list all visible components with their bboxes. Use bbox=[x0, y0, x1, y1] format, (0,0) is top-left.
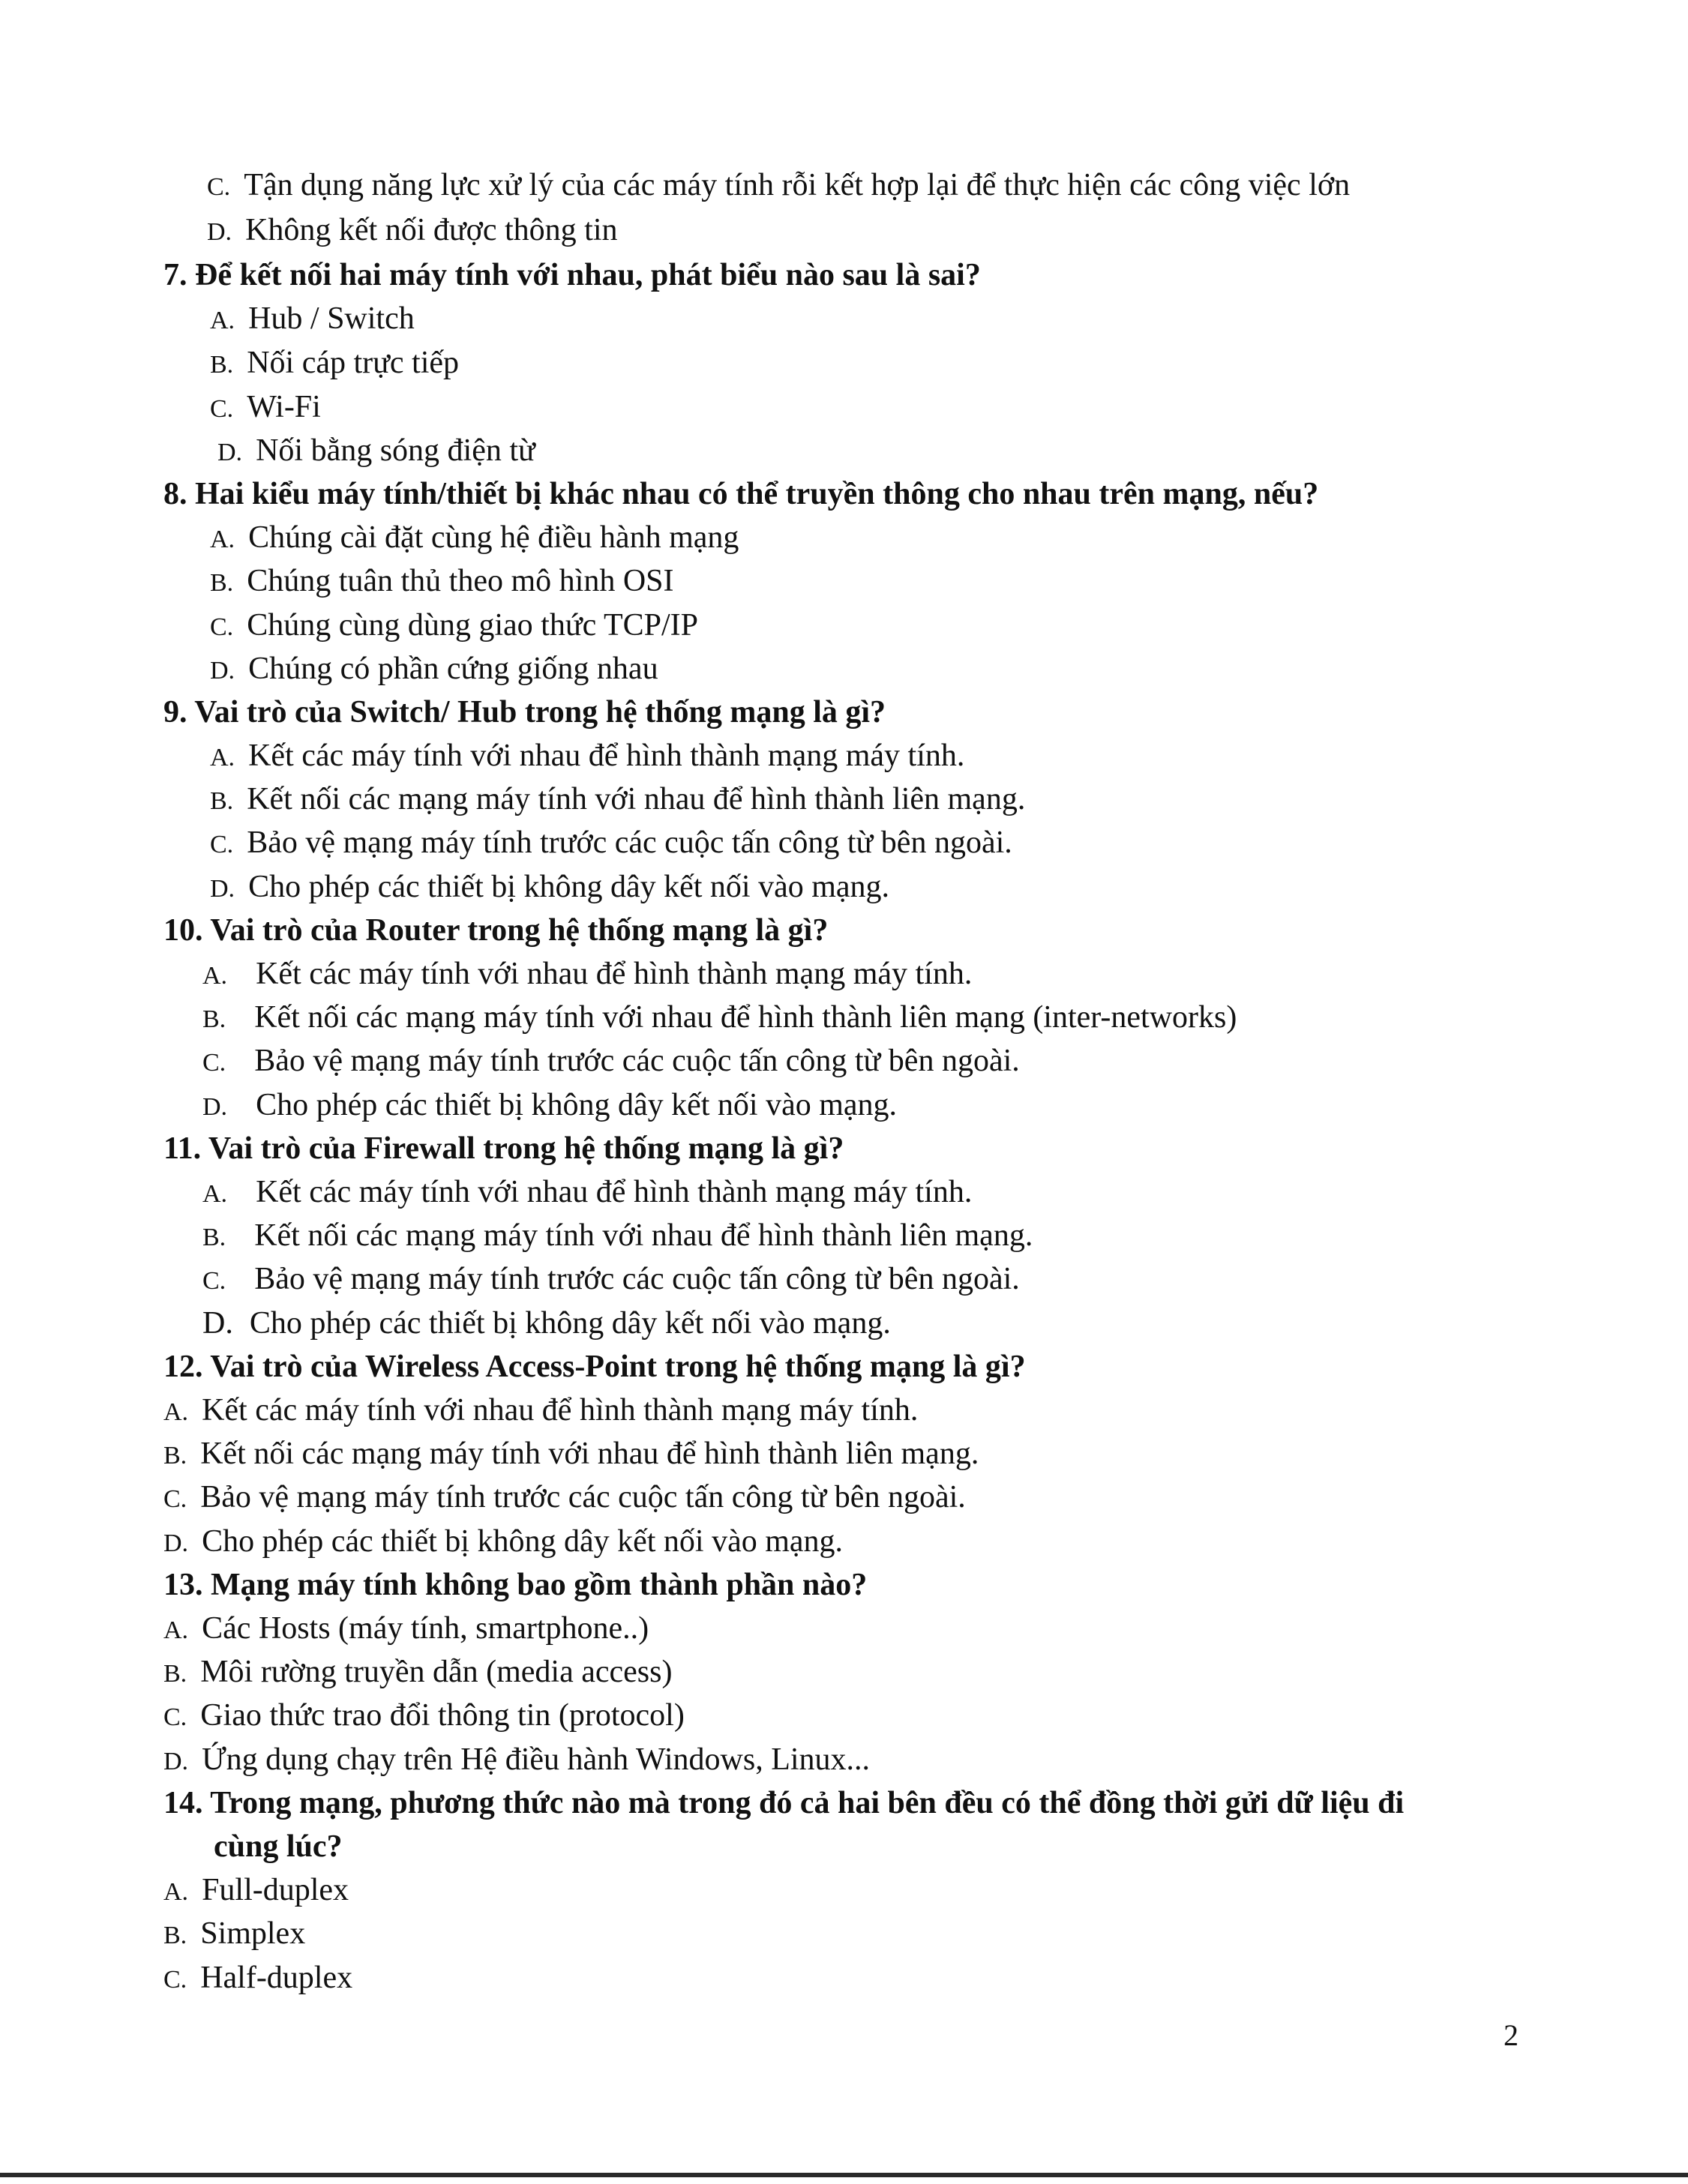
option-9d: D. Cho phép các thiết bị không dây kết nối vào mạng. bbox=[210, 870, 890, 904]
bottom-divider bbox=[0, 2173, 1688, 2177]
option-12b: B. Kết nối các mạng máy tính với nhau để hình thành liên mạng. bbox=[163, 1437, 979, 1471]
question-9-title: 9. Vai trò của Switch/ Hub trong hệ thống mạng là gì? bbox=[163, 695, 886, 729]
option-9a: A. Kết các máy tính với nhau để hình thành mạng máy tính. bbox=[210, 738, 965, 773]
option-11a: A. Kết các máy tính với nhau để hình thành mạng máy tính. bbox=[202, 1175, 973, 1209]
option-7d: D. Nối bằng sóng điện từ bbox=[217, 433, 535, 468]
page-number: 2 bbox=[1504, 2018, 1519, 2052]
option-13b: B. Môi rường truyền dẫn (media access) bbox=[163, 1655, 673, 1689]
option-10b: B. Kết nối các mạng máy tính với nhau để hình thành liên mạng (inter-networks) bbox=[202, 1000, 1237, 1035]
question-7-title: 7. Để kết nối hai máy tính với nhau, phát biểu nào sau là sai? bbox=[163, 258, 981, 292]
option-10c: C. Bảo vệ mạng máy tính trước các cuộc tấn công từ bên ngoài. bbox=[202, 1044, 1020, 1078]
option-8d: D. Chúng có phần cứng giống nhau bbox=[210, 652, 658, 686]
option-11d: D. Cho phép các thiết bị không dây kết nối vào mạng. bbox=[202, 1306, 891, 1341]
option-7a: A. Hub / Switch bbox=[210, 301, 415, 336]
option-13d: D. Ứng dụng chạy trên Hệ điều hành Windows, Linux... bbox=[163, 1742, 871, 1777]
option-13c: C. Giao thức trao đổi thông tin (protocol) bbox=[163, 1698, 685, 1733]
option-10a: A. Kết các máy tính với nhau để hình thành mạng máy tính. bbox=[202, 957, 973, 991]
option-6d: D. Không kết nối được thông tin bbox=[207, 213, 618, 247]
option-13a: A. Các Hosts (máy tính, smartphone..) bbox=[163, 1611, 649, 1646]
option-12c: C. Bảo vệ mạng máy tính trước các cuộc tấn công từ bên ngoài. bbox=[163, 1480, 966, 1514]
option-14c: C. Half-duplex bbox=[163, 1961, 353, 1995]
option-8a: A. Chúng cài đặt cùng hệ điều hành mạng bbox=[210, 520, 739, 555]
option-8c: C. Chúng cùng dùng giao thức TCP/IP bbox=[210, 608, 699, 643]
question-14-title-continued: cùng lúc? bbox=[214, 1829, 343, 1864]
option-12d: D. Cho phép các thiết bị không dây kết nối vào mạng. bbox=[163, 1524, 844, 1559]
option-7b: B. Nối cáp trực tiếp bbox=[210, 346, 460, 380]
question-10-title: 10. Vai trò của Router trong hệ thống mạng là gì? bbox=[163, 913, 829, 948]
question-12-title: 12. Vai trò của Wireless Access-Point trong hệ thống mạng là gì? bbox=[163, 1350, 1026, 1384]
option-11c: C. Bảo vệ mạng máy tính trước các cuộc tấn công từ bên ngoài. bbox=[202, 1262, 1020, 1296]
option-11b: B. Kết nối các mạng máy tính với nhau để hình thành liên mạng. bbox=[202, 1218, 1033, 1253]
option-9c: C. Bảo vệ mạng máy tính trước các cuộc tấn công từ bên ngoài. bbox=[210, 825, 1012, 860]
option-12a: A. Kết các máy tính với nhau để hình thành mạng máy tính. bbox=[163, 1393, 919, 1428]
question-13-title: 13. Mạng máy tính không bao gồm thành phần nào? bbox=[163, 1568, 868, 1602]
option-14b: B. Simplex bbox=[163, 1916, 306, 1951]
option-6c: C. Tận dụng năng lực xử lý của các máy tính rỗi kết hợp lại để thực hiện các công việc lớn bbox=[207, 168, 1351, 202]
question-11-title: 11. Vai trò của Firewall trong hệ thống mạng là gì? bbox=[163, 1131, 844, 1166]
option-10d: D. Cho phép các thiết bị không dây kết nối vào mạng. bbox=[202, 1088, 898, 1122]
option-9b: B. Kết nối các mạng máy tính với nhau để hình thành liên mạng. bbox=[210, 782, 1026, 816]
option-14a: A. Full-duplex bbox=[163, 1873, 349, 1907]
question-14-title: 14. Trong mạng, phương thức nào mà trong đó cả hai bên đều có thể đồng thời gửi dữ liệu đi bbox=[163, 1786, 1405, 1820]
option-7c: C. Wi-Fi bbox=[210, 390, 321, 424]
question-8-title: 8. Hai kiểu máy tính/thiết bị khác nhau có thể truyền thông cho nhau trên mạng, nếu? bbox=[163, 477, 1319, 511]
option-8b: B. Chúng tuân thủ theo mô hình OSI bbox=[210, 564, 674, 598]
